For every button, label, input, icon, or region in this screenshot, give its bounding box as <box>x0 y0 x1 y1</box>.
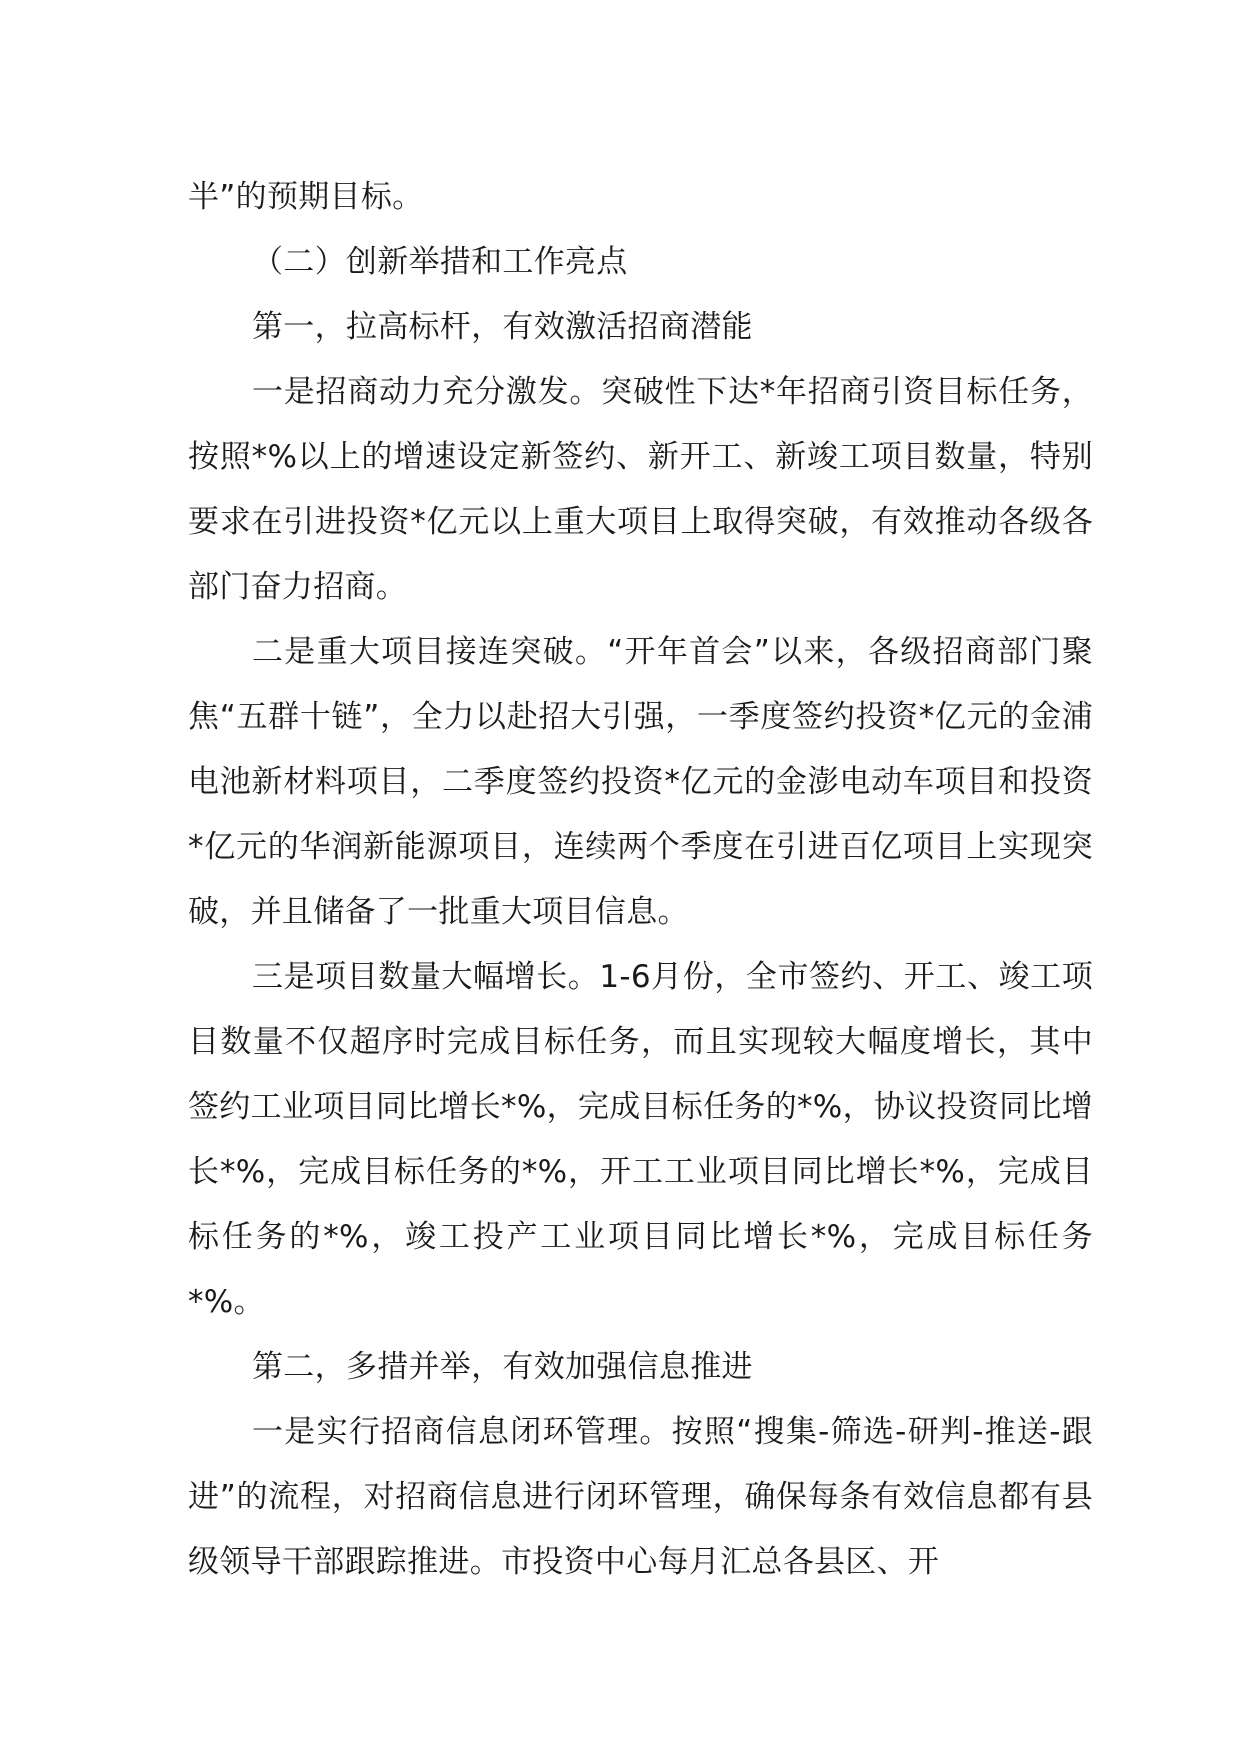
subheading-second: 第二，多措并举，有效加强信息推进 <box>252 1349 753 1385</box>
paragraph-major-projects: 二是重大项目接连突破。“开年首会”以来，各级招商部门聚焦“五群十链”，全力以赴招大引强，一季度签约投资*亿元的金浦电池新材料项目，二季度签约投资*亿元的金澎电动车项目和投资*亿元的华润新能源项目，连续两个季度在引进百亿项目上实现突破，并且储备了一批重大项目信息。 <box>188 634 1093 930</box>
subheading-first: 第一，拉高标杆，有效激活招商潜能 <box>252 309 753 345</box>
paragraph-continuation: 半”的预期目标。 <box>188 179 424 215</box>
paragraph-closed-loop: 一是实行招商信息闭环管理。按照“搜集-筛选-研判-推送-跟进”的流程，对招商信息进行闭环管理，确保每条有效信息都有县级领导干部跟踪推进。市投资中心每月汇总各县区、开 <box>188 1414 1093 1580</box>
paragraph-project-growth: 三是项目数量大幅增长。1-6月份，全市签约、开工、竣工项目数量不仅超序时完成目标任务，而且实现较大幅度增长，其中签约工业项目同比增长*%，完成目标任务的*%，协议投资同比增长*%，完成目标任务的*%，开工工业项目同比增长*%，完成目标任务的*%，竣工投产工业项目同比增长*%，完成目标任务*%。 <box>188 959 1093 1320</box>
paragraph-motivation: 一是招商动力充分激发。突破性下达*年招商引资目标任务，按照*%以上的增速设定新签约、新开工、新竣工项目数量，特别要求在引进投资*亿元以上重大项目上取得突破，有效推动各级各部门奋力招商。 <box>188 374 1093 605</box>
section-heading-innovation: （二）创新举措和工作亮点 <box>252 244 628 280</box>
document-page <box>188 165 1093 1595</box>
